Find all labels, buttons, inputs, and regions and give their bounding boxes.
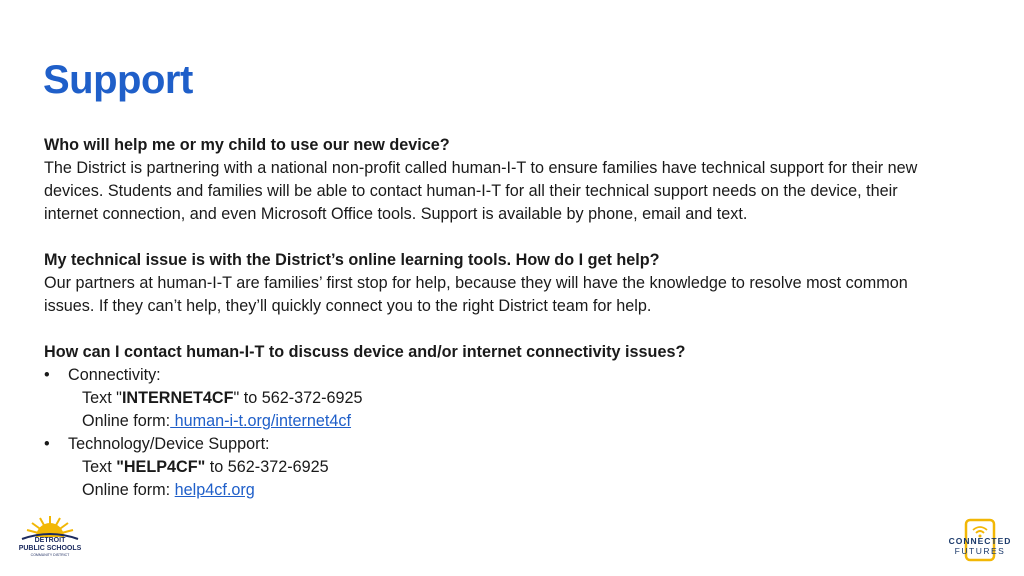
text-code: INTERNET4CF bbox=[121, 389, 234, 407]
text-instruction bbox=[44, 456, 944, 479]
help4cf-link[interactable]: help4cf.org bbox=[174, 481, 255, 499]
cf-wordmark bbox=[944, 536, 1016, 556]
cf-line1: CONNECTED bbox=[948, 536, 1012, 546]
section2-question: My technical issue is with the District’s online learning tools. How do I get help? bbox=[44, 251, 660, 269]
text-suffix: to 562-372-6925 bbox=[205, 458, 329, 476]
online-form-label: Online form: bbox=[82, 412, 171, 430]
internet4cf-link[interactable]: human-i-t.org/internet4cf bbox=[170, 412, 352, 430]
spacer bbox=[44, 226, 944, 249]
dps-line2: PUBLIC SCHOOLS bbox=[18, 544, 82, 552]
section3-question: How can I contact human-I-T to discuss device and/or internet connectivity issues? bbox=[44, 343, 686, 361]
spacer bbox=[44, 318, 944, 341]
dps-line1: DETROIT bbox=[34, 537, 66, 544]
bullet-icon: • bbox=[44, 366, 50, 384]
text-prefix: Text bbox=[82, 458, 117, 476]
text-instruction bbox=[44, 387, 944, 410]
online-form-label: Online form: bbox=[82, 481, 175, 499]
section1-answer: The District is partnering with a national non-profit called human-I-T to ensure families have technical support for their new devices. Students and families will be able to contact human-I-T for all their technical support needs on the device, their internet connection, and even Microsoft Office tools. Support is available by phone, email and text. bbox=[44, 159, 918, 223]
section2-answer: Our partners at human-I-T are families’ first stop for help, because they will have the knowledge to resolve most common issues. If they can’t help, they’ll quickly connect you to the right District team for help. bbox=[44, 274, 908, 315]
bullet-connectivity bbox=[44, 364, 944, 387]
dps-wordmark bbox=[18, 537, 82, 560]
page-title: Support bbox=[43, 58, 193, 102]
content-body bbox=[44, 134, 944, 502]
dps-line3: COMMUNITY DISTRICT bbox=[30, 553, 70, 557]
text-prefix: Text " bbox=[82, 389, 122, 407]
bullet-device-support bbox=[44, 433, 944, 456]
cf-line2: FUTURES bbox=[954, 546, 1006, 556]
wifi-icon bbox=[973, 527, 987, 533]
text-suffix: " to 562-372-6925 bbox=[233, 389, 363, 407]
bullet-icon: • bbox=[44, 435, 50, 453]
text-code: "HELP4CF" bbox=[116, 458, 206, 476]
online-form-line bbox=[44, 410, 944, 433]
online-form-line bbox=[44, 479, 944, 502]
bullet-label: Technology/Device Support: bbox=[68, 435, 270, 453]
section1-question: Who will help me or my child to use our new device? bbox=[44, 136, 450, 154]
bullet-label: Connectivity: bbox=[68, 366, 161, 384]
